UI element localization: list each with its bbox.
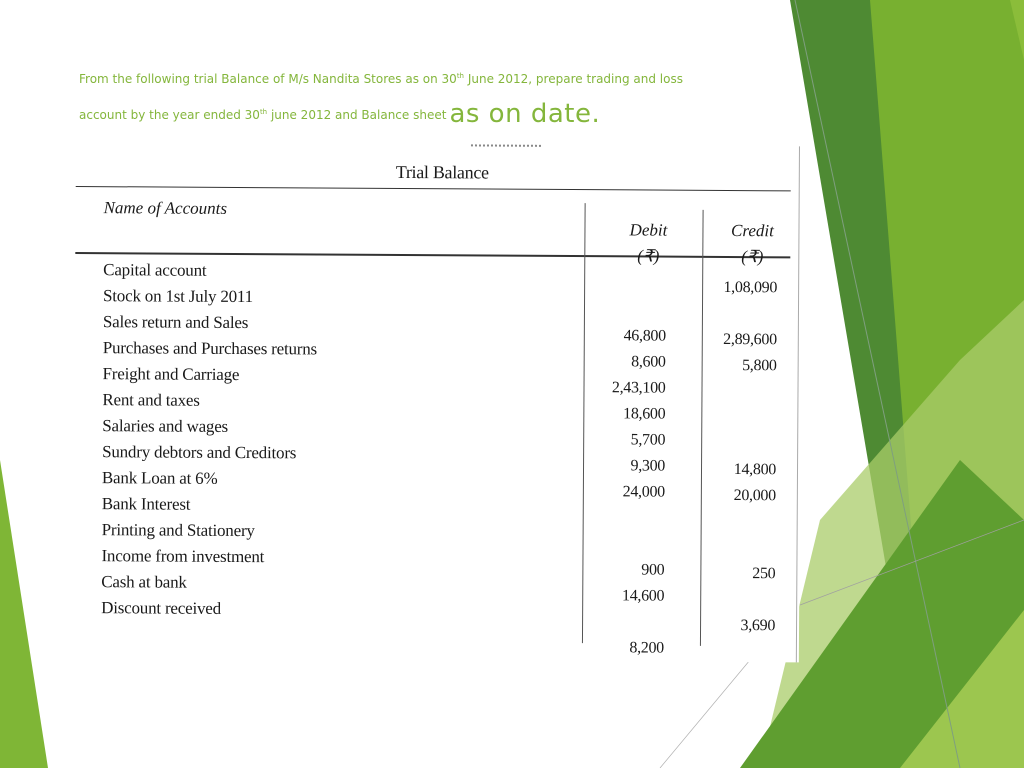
debit-amount: 2,43,100 [611,379,666,397]
account-name: Discount received [101,598,222,618]
title-emphasis: as on date. [449,99,601,129]
account-name: Capital account [103,260,207,280]
left-green-wedge [0,460,48,768]
account-name: Salaries and wages [102,416,229,436]
thin-diagonal-line-3 [660,660,750,768]
column-header-credit: Credit (₹) [730,221,774,267]
credit-amount: 5,800 [742,357,777,375]
credit-amount: 20,000 [733,487,776,505]
account-name: Freight and Carriage [102,364,240,385]
debit-amount: 46,800 [623,327,666,345]
slide-title [79,70,779,129]
account-name: Stock on 1st July 2011 [103,286,253,307]
credit-amount: 1,08,090 [723,278,778,297]
credit-amount: 250 [752,565,776,583]
table-top-rule [76,186,791,191]
table-body [73,257,801,657]
account-name: Printing and Stationery [101,520,255,541]
account-name: Rent and taxes [102,390,200,410]
debit-amount: 18,600 [623,405,666,423]
account-name: Bank Loan at 6% [101,468,218,488]
debit-amount: 8,600 [631,353,666,371]
column-header-name: Name of Accounts [103,198,228,218]
account-name: Income from investment [101,546,265,567]
title-line-2: account by the year ended 30th june 2012 and Balance sheet as on date. [79,99,601,129]
title-line-1: From the following trial Balance of M/s Nandita Stores as on 30th June 2012, prepare trading and loss [79,72,683,86]
debit-amount: 8,200 [629,639,664,657]
account-name: Purchases and Purchases returns [102,338,318,359]
credit-amount: 2,89,600 [723,330,777,349]
credit-amount: 14,800 [733,461,777,479]
debit-amount: 14,600 [621,587,665,605]
trial-balance-scan [73,142,802,662]
cropped-text-remnant [471,144,541,149]
table-title: Trial Balance [395,161,489,183]
debit-amount: 9,300 [630,457,666,475]
account-name: Sales return and Sales [102,312,249,333]
debit-amount: 5,700 [630,431,666,449]
credit-amount: 3,690 [740,617,776,635]
account-name: Bank Interest [101,494,191,514]
column-header-debit: Debit (₹) [629,220,668,266]
account-name: Cash at bank [101,572,187,592]
debit-amount: 24,000 [622,483,665,501]
debit-amount: 900 [641,561,665,579]
table-row [73,617,799,657]
account-name: Sundry debtors and Creditors [102,442,297,463]
